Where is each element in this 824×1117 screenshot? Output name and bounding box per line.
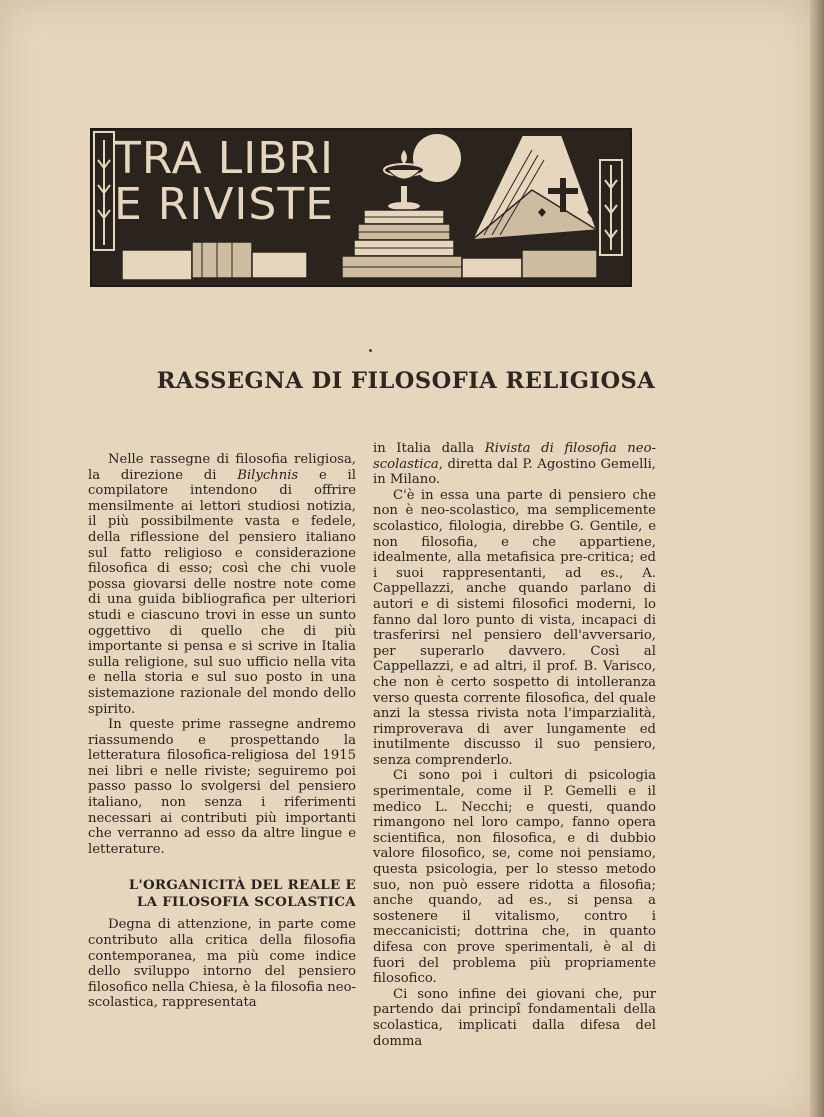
header-banner [90,128,632,287]
decorative-dot [369,349,372,352]
paragraph: Degna di attenzione, in parte come contributo alla critica della filosofia contemporanea, ma più come indice dello sviluppo intorno del pensiero filosofico nella Chiesa, è la filosofia neo-scolastica, rappresentata [88,917,356,1011]
page-title: RASSEGNA DI FILOSOFIA RELIGIOSA [156,368,656,394]
paragraph: In queste prime rassegne andremo riassumendo e prospettando la letteratura filosofica-religiosa del 1915 nei libri e nelle riviste; seguiremo poi passo passo lo svolgersi del pensiero italiano, non senza i riferimenti necessari ai contributi più importanti che verranno ad esso da altre lingue e letterature. [88,717,356,857]
paragraph [88,452,356,717]
banner-title [114,133,364,230]
subheading-line1: L'ORGANICITÀ DEL REALE E [128,877,356,894]
paragraph: Ci sono poi i cultori di psicologia sperimentale, come il P. Gemelli e il medico L. Necchi; e questi, quando rimangono nel loro campo, fanno opera scientifica, non filosofica, e di dubbio valore filosofico, se, come noi pensiamo, questa psicologia, per lo stesso metodo suo, non può essere ridotta a filosofia; anche quando, ad es., si pensa a sostenere il vitalismo, contro i meccanicisti; dottrina che, in quanto difesa con prove sperimentali, è al di fuori del problema più propriamente filosofico. [373,768,656,987]
paragraph: C'è in essa una parte di pensiero che non è neo-scolastico, ma semplicemente scolastico, filologia, direbbe G. Gentile, e non filosofia, e che appartiene, idealmente, alla metafisica pre-critica; ed i suoi rappresentanti, ad es., A. Cappellazzi, anche quando parlano di autori e di sistemi filosofici moderni, lo fanno dal loro punto di vista, incapaci di trasferirsi nel pensiero dell'avversario, per superarlo davvero. Così al Cappellazzi, e ad altri, il prof. B. Varisco, che non è certo sospetto di intolleranza verso questa corrente filosofica, del quale anzi la stessa rivista nota l'imparzialità, rimproverava di aver lungamente ed inutilmente discusso il suo pensiero, senza comprenderlo. [373,487,656,768]
journal-title: Rivista di filosofia neo-scolastica [373,441,656,472]
section-subheading [88,877,356,911]
journal-title: Bilychnis [237,467,299,483]
banner-title-line1: TRA LIBRI [114,133,334,184]
text-span: , diretta dal P. Agostino Gemelli, in Milano. [373,456,656,488]
text-span: Nelle rassegne di filosofia religiosa, la direzione di [88,452,356,483]
right-column [373,441,656,1049]
paragraph: Ci sono infine dei giovani che, pur partendo dai principî fondamentali della scolastica, implicati dalla difesa del domma [373,986,656,1049]
paragraph [373,441,656,488]
subheading-line2: LA FILOSOFIA SCOLASTICA [136,894,356,911]
text-span: in Italia dalla [373,441,485,456]
banner-title-line2: E RIVISTE [114,179,335,230]
page-edge [810,0,824,1117]
left-column [88,452,356,1011]
text-span: e il compilatore intendono di offrire mensilmente ai lettori studiosi notizia, il più possibilmente vasta e fedele, della riflessione del pensiero italiano sul fatto religioso e considerazione filosofica di esso; così che chi vuole possa giovarsi delle nostre note come di una guida bibliografica per ulteriori studi e ciascuno trovi in esse un sunto oggettivo di quello che di più importante si pensa e si scrive in Italia sulla religione, sul suo ufficio nella vita e nella storia e sul suo posto in una sistemazione razionale del mondo dello spirito. [88,467,356,717]
